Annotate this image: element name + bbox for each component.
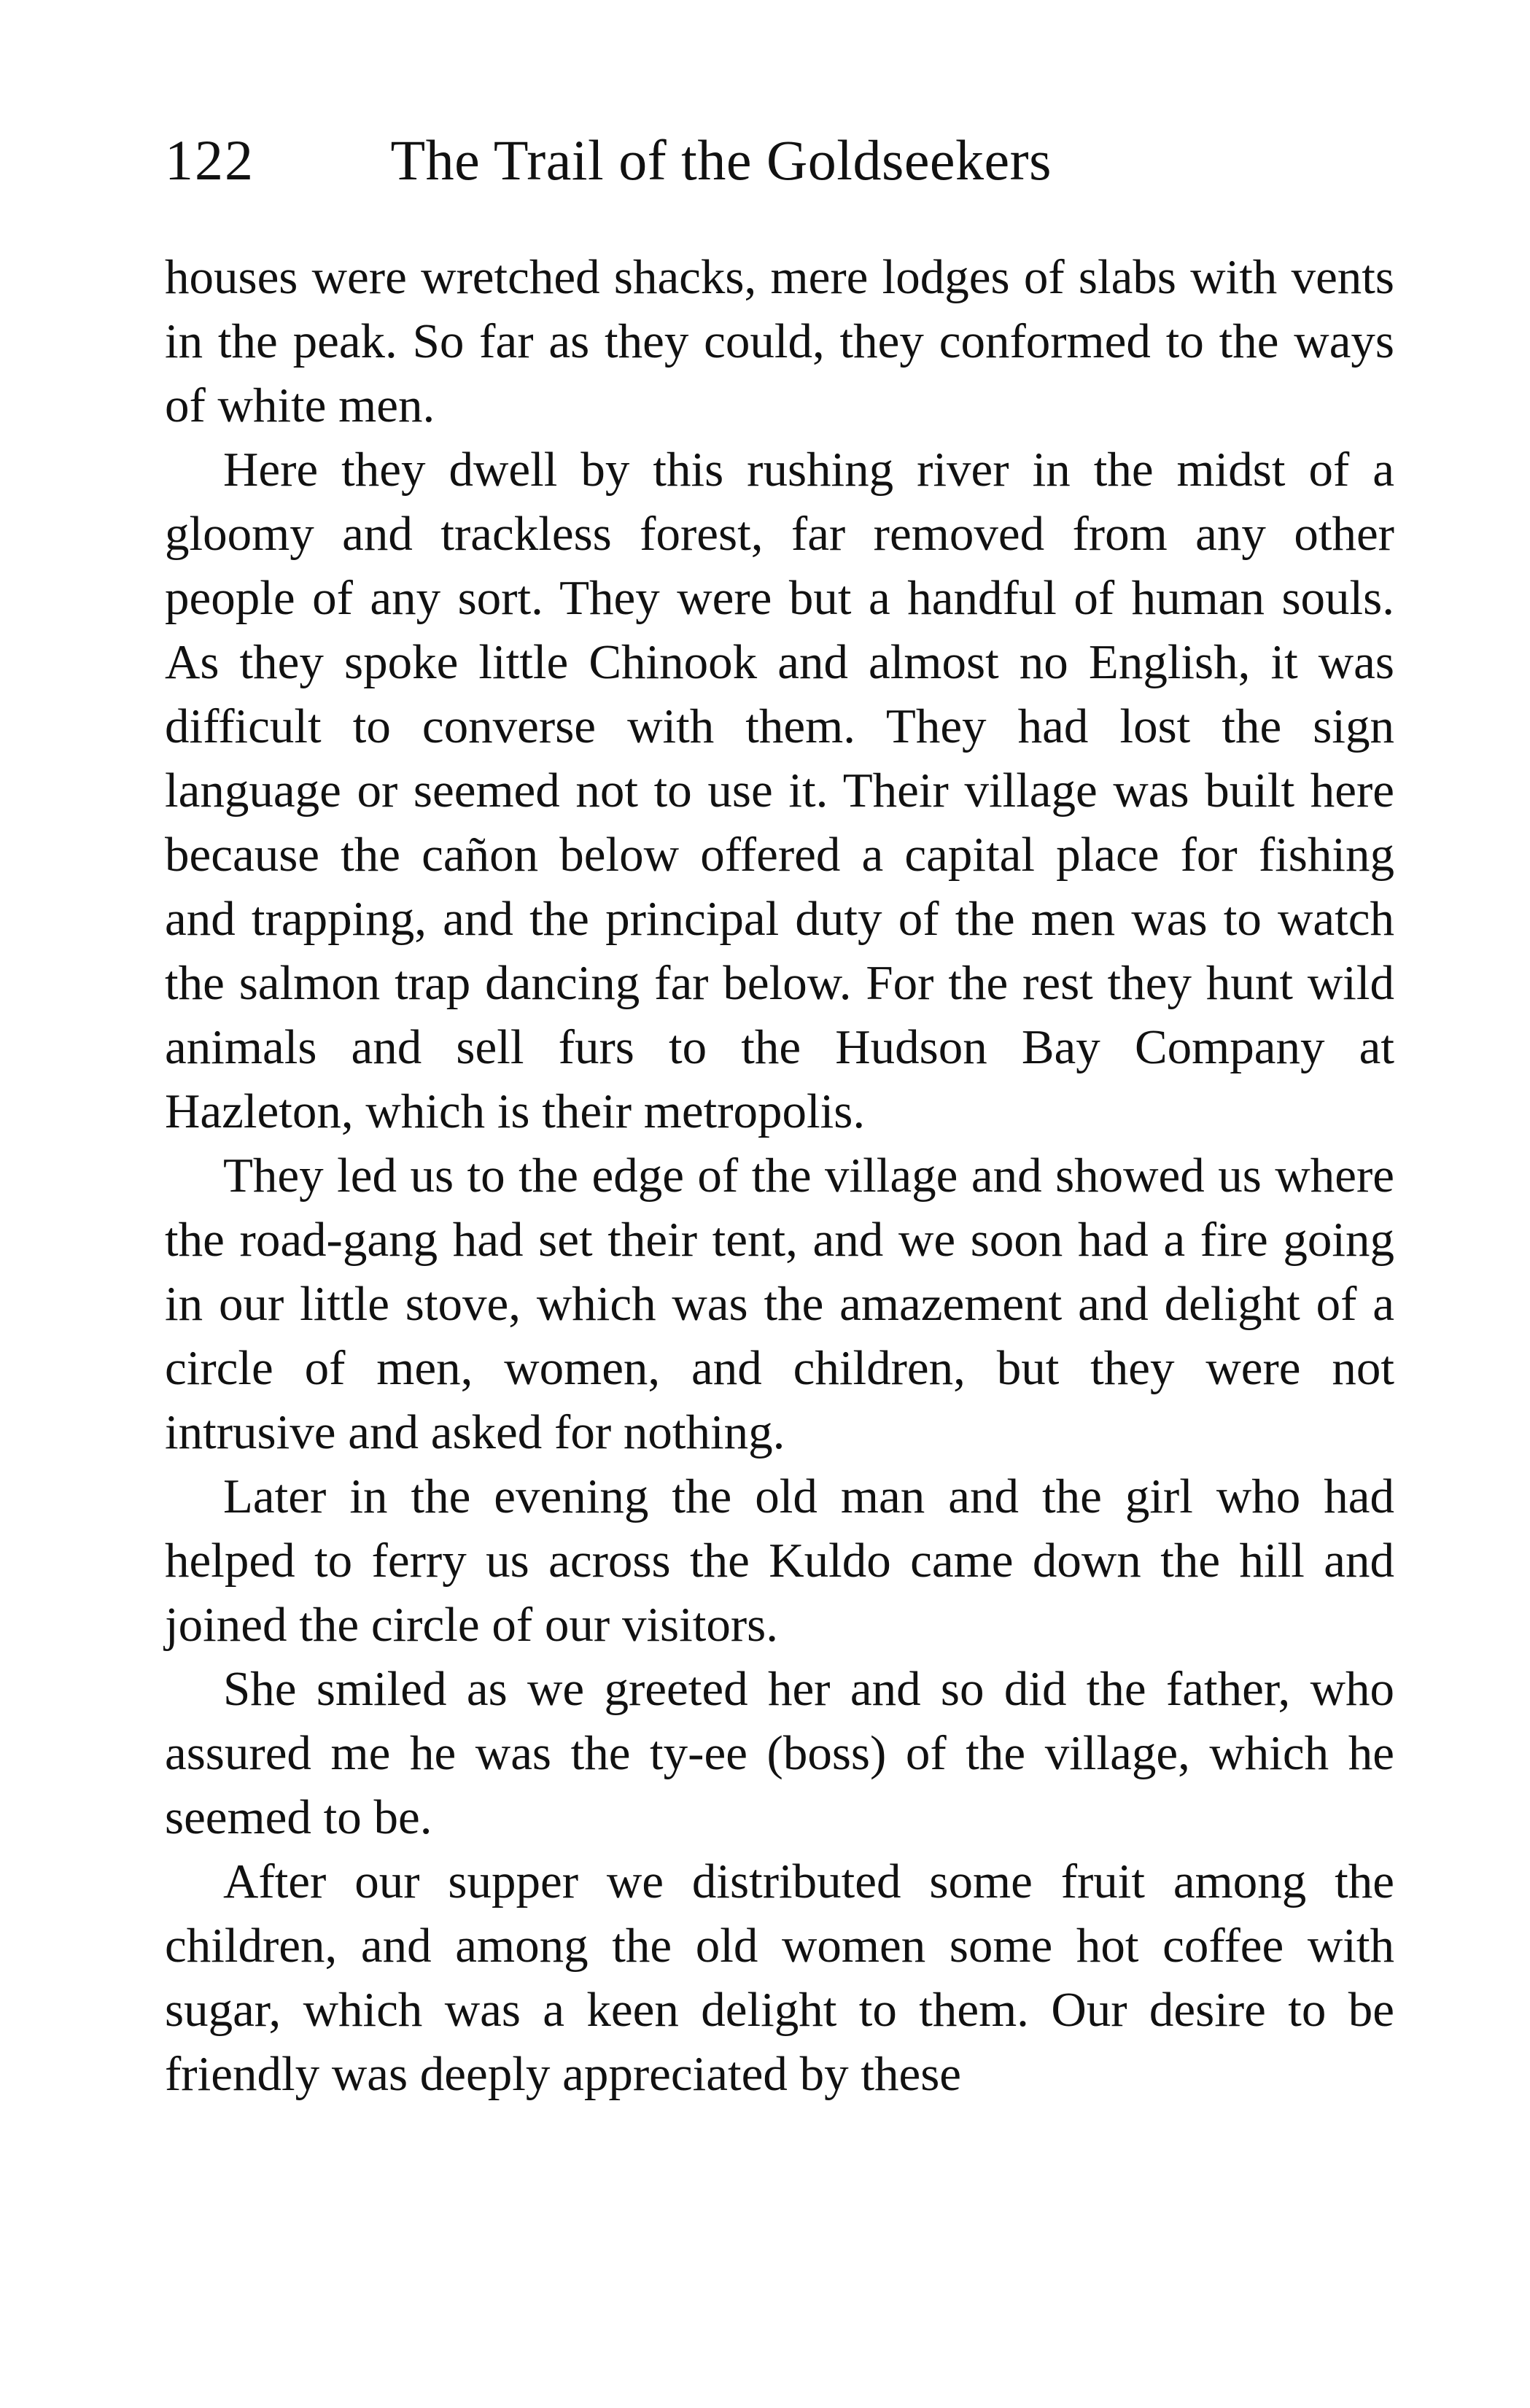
paragraph-continuation: houses were wretched shacks, mere lodges of slabs with vents in the peak. So far as they could, they conformed to the ways of white men. (165, 250, 1394, 432)
running-header (165, 117, 1405, 204)
paragraph: They led us to the edge of the village and showed us where the road-gang had set their tent, and we soon had a fire going in our little stove, which was the amazement and delight of a circle of men, women, and children, but they were not intrusive and asked for nothing. (165, 1149, 1394, 1459)
paragraph: Here they dwell by this rushing river in the midst of a gloomy and trackless forest, far removed from any other people of any sort. They were but a handful of human souls. As they spoke little Chinook and almost no English, it was difficult to converse with them. They had lost the sign language or seemed not to use it. Their village was built here because the cañon below offered a capital place for fishing and trapping, and the principal duty of the men was to watch the salmon trap dancing far below. For the rest they hunt wild animals and sell furs to the Hudson Bay Company at Hazleton, which is their metropolis. (165, 443, 1394, 1138)
paragraph: Later in the evening the old man and the girl who had helped to ferry us across the Kuldo came down the hill and joined the circle of our visitors. (165, 1469, 1394, 1652)
body-text (165, 245, 1394, 2106)
book-title: The Trail of the Goldseekers (390, 128, 1052, 192)
paragraph: After our supper we distributed some fruit among the children, and among the old women some hot coffee with sugar, which was a keen delight to them. Our desire to be friendly was deeply appreciated by these (165, 1854, 1394, 2101)
page-number: 122 (165, 128, 255, 192)
paragraph: She smiled as we greeted her and so did the father, who assured me he was the ty-ee (boss) of the village, which he seemed to be. (165, 1662, 1394, 1844)
